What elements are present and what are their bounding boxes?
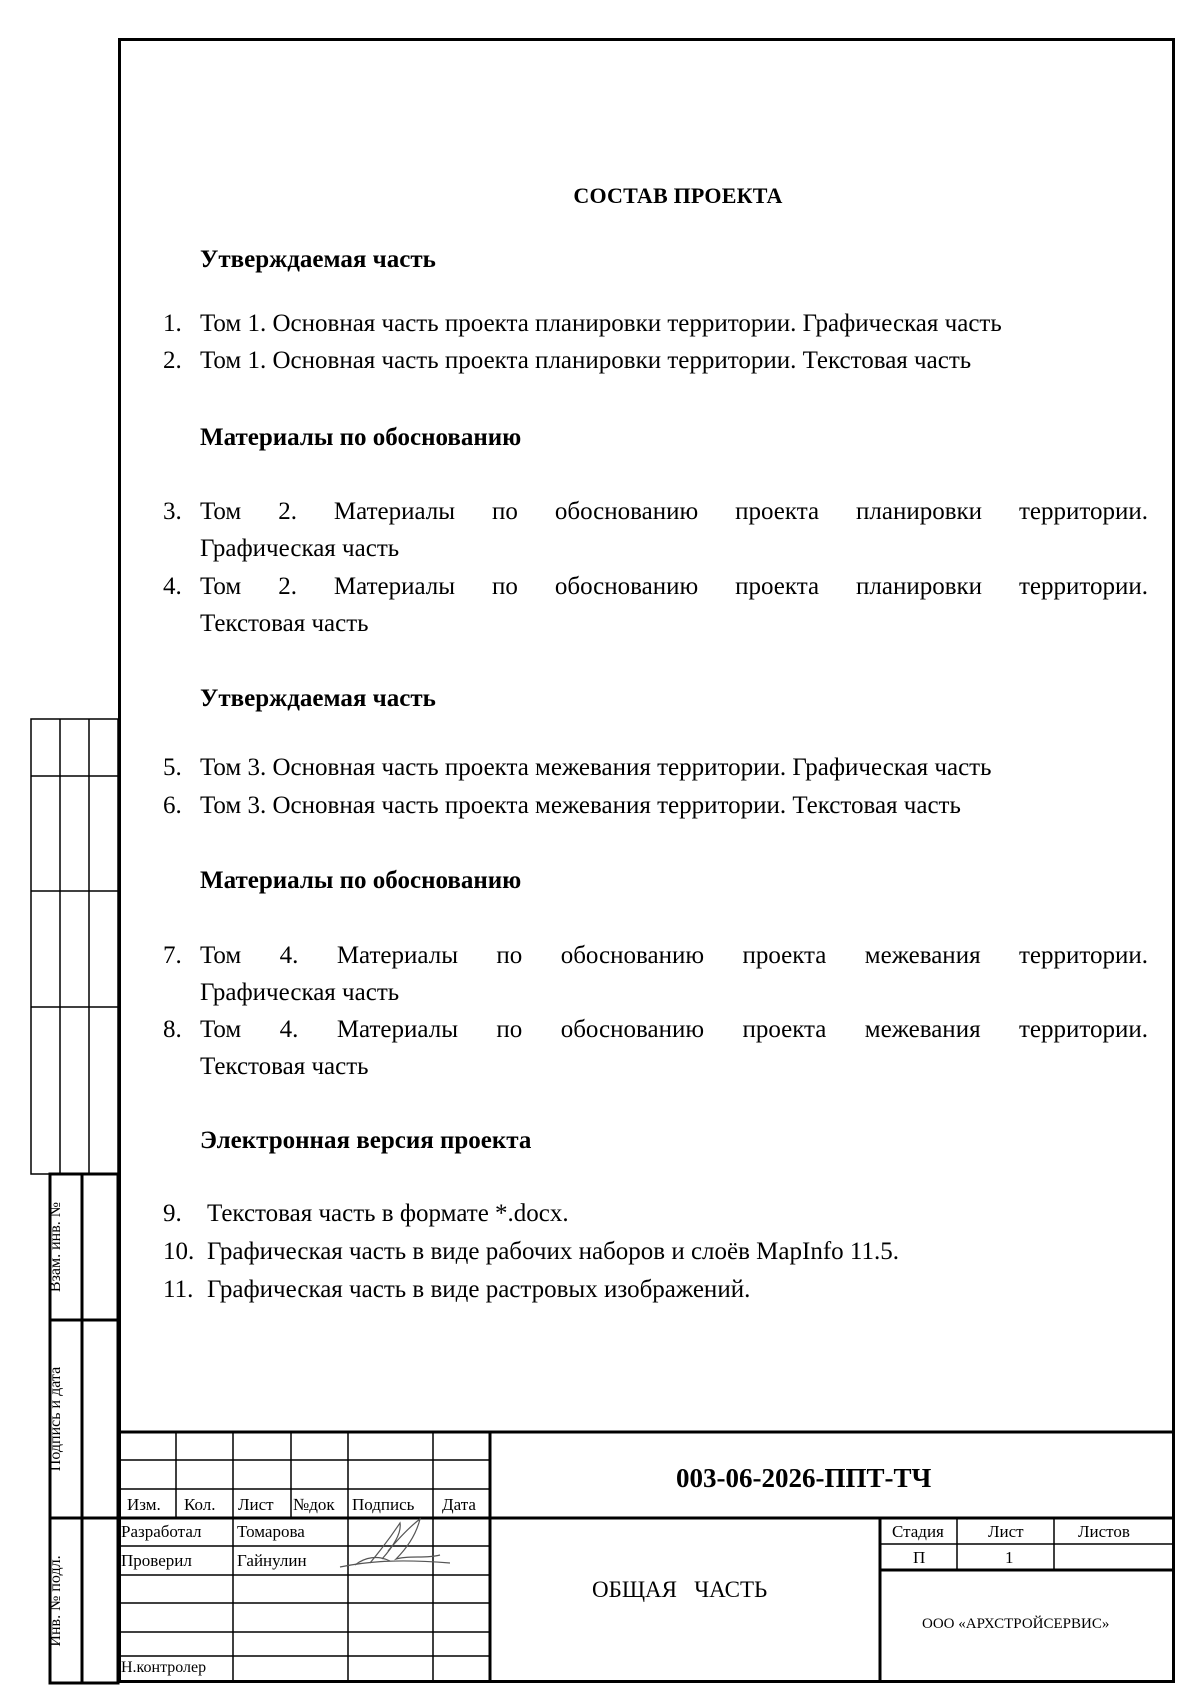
item-number: 10. xyxy=(163,1238,195,1265)
section-heading: Материалы по обоснованию xyxy=(200,424,522,451)
item-text-line1: Том 2. Материалы по обоснованию проекта планировки территории. xyxy=(200,498,1148,525)
item-text: Графическая часть в виде рабочих наборов и слоёв MapInfo 11.5. xyxy=(207,1238,899,1265)
stage-value: П xyxy=(913,1548,926,1567)
item-number: 6. xyxy=(163,792,182,819)
section-heading: Утверждаемая часть xyxy=(200,246,436,273)
vzam-inv-label: Взам. инв. № xyxy=(47,1201,64,1293)
item-number: 5. xyxy=(163,754,182,781)
item-text: Том 3. Основная часть проекта межевания территории. Текстовая часть xyxy=(200,792,961,819)
item-text-line2: Графическая часть xyxy=(200,979,400,1006)
item-number: 7. xyxy=(163,942,182,969)
item-text: Графическая часть в виде растровых изображений. xyxy=(207,1276,751,1303)
item-text: Том 1. Основная часть проекта планировки территории. Графическая часть xyxy=(200,310,1002,337)
item-number: 1. xyxy=(163,310,182,337)
header-list: Лист xyxy=(238,1495,274,1514)
sheet-label: Лист xyxy=(988,1522,1024,1541)
item-text-line1: Том 4. Материалы по обоснованию проекта межевания территории. xyxy=(200,1016,1148,1043)
header-izm: Изм. xyxy=(127,1495,161,1514)
header-ndok: №док xyxy=(293,1495,335,1514)
item-text: Том 3. Основная часть проекта межевания территории. Графическая часть xyxy=(200,754,992,781)
role-name: Томарова xyxy=(237,1522,305,1541)
header-podpis: Подпись xyxy=(352,1495,415,1514)
item-text-line2: Графическая часть xyxy=(200,535,400,562)
section-heading: Электронная версия проекта xyxy=(200,1127,532,1154)
item-number: 3. xyxy=(163,498,182,525)
signature-graphic xyxy=(330,1515,470,1575)
section-heading: Материалы по обоснованию xyxy=(200,867,522,894)
role-label: Разработал xyxy=(121,1522,202,1541)
item-text-line2: Текстовая часть xyxy=(200,610,369,637)
item-number: 2. xyxy=(163,347,182,374)
organization-name: ООО «АРХСТРОЙСЕРВИС» xyxy=(922,1616,1110,1632)
item-text: Том 1. Основная часть проекта планировки территории. Текстовая часть xyxy=(200,347,972,374)
item-number: 9. xyxy=(163,1200,182,1227)
sheet-value: 1 xyxy=(1005,1548,1014,1567)
podpis-data-label: Подпись и дата xyxy=(47,1366,64,1472)
role-name: Гайнулин xyxy=(237,1551,307,1570)
sheets-label: Листов xyxy=(1078,1522,1130,1541)
role-label: Проверил xyxy=(121,1551,192,1570)
document-code: 003-06-2026-ППТ-ТЧ xyxy=(676,1463,932,1493)
section-heading: Утверждаемая часть xyxy=(200,685,436,712)
item-number: 11. xyxy=(163,1276,194,1303)
item-text-line1: Том 2. Материалы по обоснованию проекта планировки территории. xyxy=(200,573,1148,600)
item-text-line2: Текстовая часть xyxy=(200,1053,369,1080)
item-number: 8. xyxy=(163,1016,182,1043)
page-title: СОСТАВ ПРОЕКТА xyxy=(573,183,783,208)
inv-podl-label: Инв. № подл. xyxy=(47,1555,64,1647)
document-name: ОБЩАЯ ЧАСТЬ xyxy=(592,1577,768,1602)
role-label: Н.контролер xyxy=(121,1659,207,1676)
header-data: Дата xyxy=(442,1495,476,1514)
header-kol: Кол. xyxy=(184,1495,216,1514)
item-text-line1: Том 4. Материалы по обоснованию проекта межевания территории. xyxy=(200,942,1148,969)
item-text: Текстовая часть в формате *.docx. xyxy=(207,1200,569,1227)
item-number: 4. xyxy=(163,573,182,600)
stage-label: Стадия xyxy=(892,1522,944,1541)
